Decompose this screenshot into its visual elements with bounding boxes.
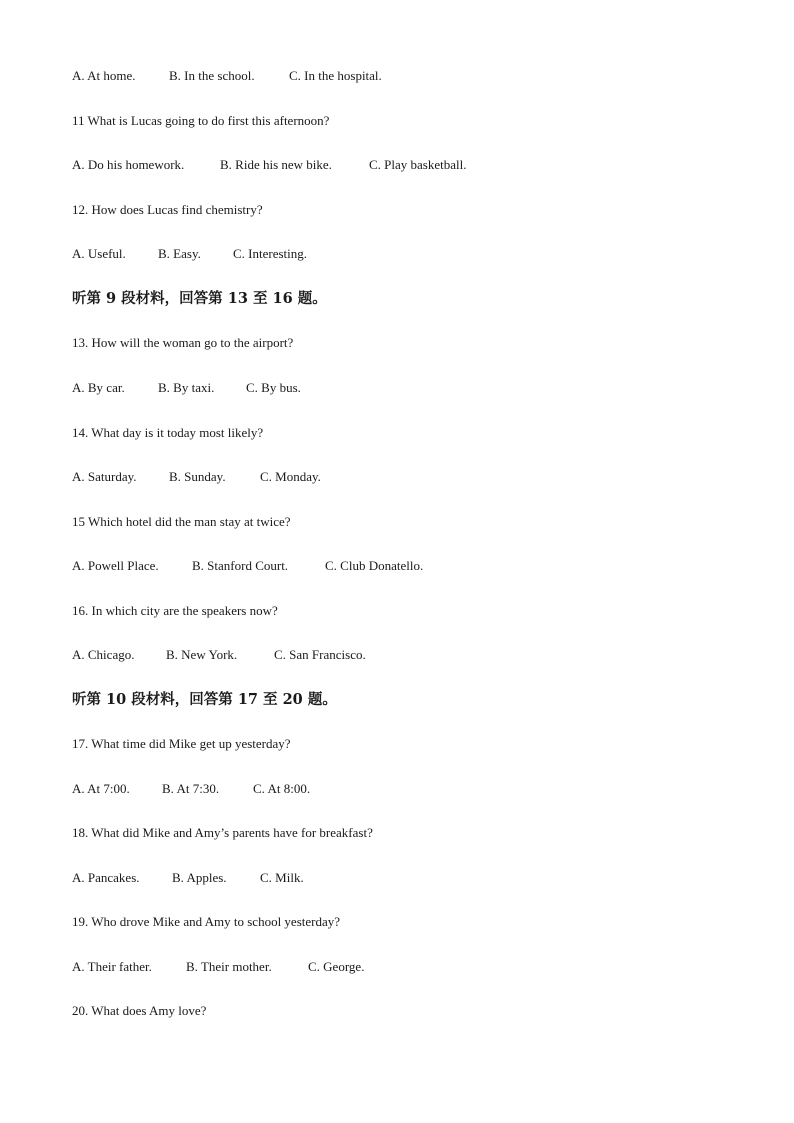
options-row	[72, 781, 310, 797]
option-b: B. In the school.	[169, 68, 255, 83]
option-a: A. Useful.	[72, 246, 126, 261]
option-a: A. Powell Place.	[72, 558, 159, 573]
question-text: 13. How will the woman go to the airport?	[72, 335, 294, 350]
question-text: 15 Which hotel did the man stay at twice?	[72, 514, 291, 529]
option-b: B. Sunday.	[169, 469, 226, 484]
options-row	[72, 380, 301, 396]
option-a: A. Pancakes.	[72, 870, 140, 885]
question-text: 17. What time did Mike get up yesterday?	[72, 736, 291, 751]
question-text: 12. How does Lucas find chemistry?	[72, 202, 263, 217]
option-c: C. Interesting.	[233, 246, 308, 261]
option-a: A. Saturday.	[72, 469, 137, 484]
option-b: B. Their mother.	[186, 959, 272, 974]
option-b: B. New York.	[166, 647, 238, 662]
option-c: C. In the hospital.	[289, 68, 382, 83]
option-c: C. By bus.	[246, 380, 301, 395]
options-row	[72, 469, 321, 485]
option-c: C. Club Donatello.	[325, 558, 424, 573]
option-c: C. At 8:00.	[253, 781, 311, 796]
question-text: 19. Who drove Mike and Amy to school yesterday?	[72, 914, 341, 929]
option-b: B. Apples.	[172, 870, 227, 885]
section-heading: 听第 10 段材料，回答第 17 至 20 题。	[72, 691, 337, 708]
option-c: C. Play basketball.	[369, 157, 467, 172]
option-a: A. Their father.	[72, 959, 152, 974]
options-row	[72, 68, 382, 84]
option-a: A. By car.	[72, 380, 125, 395]
question-text: 11 What is Lucas going to do first this afternoon?	[72, 113, 330, 128]
options-row	[72, 246, 307, 262]
options-row	[72, 959, 364, 975]
option-c: C. San Francisco.	[274, 647, 366, 662]
option-a: A. Chicago.	[72, 647, 135, 662]
question-text: 16. In which city are the speakers now?	[72, 603, 278, 618]
option-b: B. Ride his new bike.	[220, 157, 332, 172]
option-b: B. Stanford Court.	[192, 558, 289, 573]
option-a: A. Do his homework.	[72, 157, 185, 172]
option-a: A. At 7:00.	[72, 781, 130, 796]
question-text: 18. What did Mike and Amy’s parents have for breakfast?	[72, 825, 373, 840]
option-c: C. Monday.	[260, 469, 321, 484]
option-c: C. George.	[308, 959, 365, 974]
question-text: 14. What day is it today most likely?	[72, 425, 264, 440]
options-row	[72, 558, 423, 574]
option-c: C. Milk.	[260, 870, 304, 885]
option-b: B. At 7:30.	[162, 781, 220, 796]
option-b: B. By taxi.	[158, 380, 215, 395]
options-row	[72, 157, 467, 173]
question-text: 20. What does Amy love?	[72, 1003, 207, 1018]
option-a: A. At home.	[72, 68, 136, 83]
section-heading: 听第 9 段材料，回答第 13 至 16 题。	[72, 290, 327, 307]
options-row	[72, 647, 366, 663]
options-row	[72, 870, 304, 886]
option-b: B. Easy.	[158, 246, 201, 261]
